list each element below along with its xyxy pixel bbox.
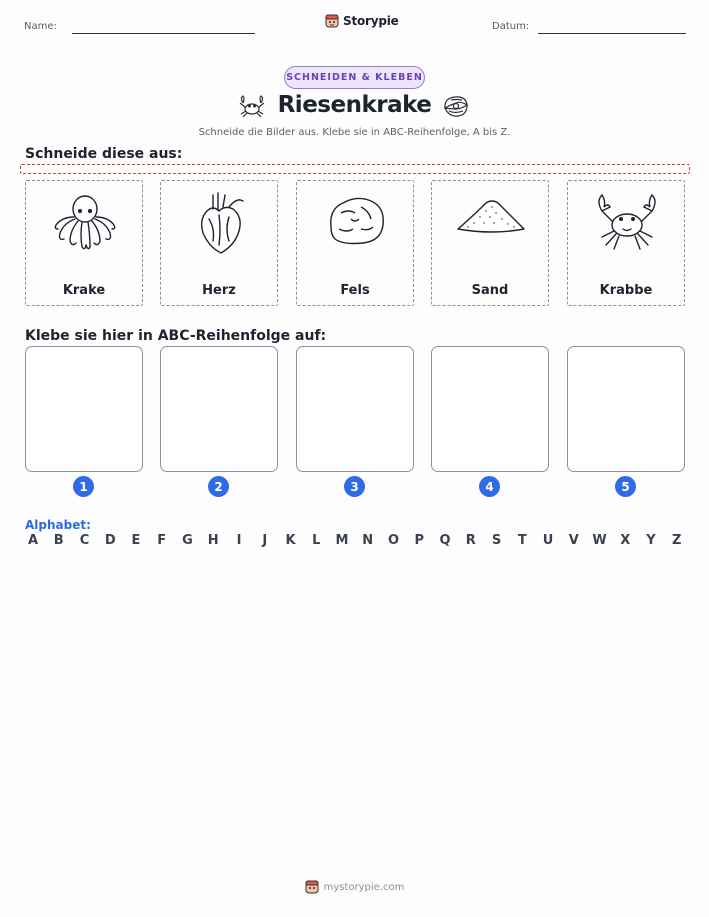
cutout-card-fels[interactable] [296,180,414,306]
heart-organ-icon [185,189,255,255]
position-number-3: 3 [344,476,365,497]
alphabet-letter: X [620,533,631,548]
alphabet-letter: T [517,533,527,548]
storypie-mascot-icon [305,880,319,894]
brand-name: Storypie [343,14,399,28]
alphabet-letter: A [27,533,39,548]
alphabet-letter: O [387,533,400,548]
date-label: Datum: [492,21,530,32]
alphabet-letter: G [182,533,193,548]
card-label: Sand [471,283,509,298]
alphabet-letter: Z [672,533,682,548]
alphabet-letter: I [236,533,242,548]
octopus-icon [50,189,120,255]
card-label: Krabbe [599,283,653,298]
card-label: Krake [62,283,106,298]
alphabet-letter: N [362,533,374,548]
paste-box-3[interactable] [296,346,414,472]
alphabet-letter: D [104,533,116,548]
cut-section-heading: Schneide diese aus: [25,146,183,162]
alphabet-letter: Q [439,533,451,548]
paste-box-1[interactable] [25,346,143,472]
activity-badge: SCHNEIDEN & KLEBEN [284,66,425,89]
paste-box-5[interactable] [567,346,685,472]
position-number-5: 5 [615,476,636,497]
oyster-decoration-icon [441,93,471,120]
alphabet-row [25,533,685,548]
instructions: Schneide die Bilder aus. Klebe sie in ABC-Reihenfolge, A bis Z. [198,127,511,138]
alphabet-letter: J [262,533,268,548]
cut-line [20,164,690,174]
alphabet-letter: L [312,533,321,548]
alphabet-letter: B [53,533,64,548]
page-title: Riesenkrake [277,92,432,118]
position-number-4: 4 [479,476,500,497]
crab-icon [592,189,662,255]
card-label: Fels [340,283,370,298]
footer-url[interactable]: mystorypie.com [323,881,405,893]
cutout-card-krake[interactable] [25,180,143,306]
paste-box-4[interactable] [431,346,549,472]
paste-section-heading: Klebe sie hier in ABC-Reihenfolge auf: [25,328,327,344]
alphabet-letter: W [592,533,607,548]
cutout-card-herz[interactable] [160,180,278,306]
cutout-card-sand[interactable] [431,180,549,306]
alphabet-letter: K [285,533,296,548]
alphabet-letter: F [157,533,167,548]
alphabet-letter: R [465,533,476,548]
alphabet-letter: S [491,533,502,548]
alphabet-letter: U [542,533,554,548]
date-line[interactable] [538,33,686,34]
alphabet-label: Alphabet: [25,518,91,532]
alphabet-letter: Y [646,533,656,548]
position-number-1: 1 [73,476,94,497]
footer [0,880,709,894]
alphabet-letter: V [568,533,579,548]
rock-icon [321,189,391,255]
alphabet-letter: P [414,533,425,548]
alphabet-letter: C [79,533,90,548]
storypie-mascot-icon [325,14,339,28]
name-line[interactable] [72,33,255,34]
position-number-2: 2 [208,476,229,497]
card-label: Herz [202,283,236,298]
name-label: Name: [24,21,57,32]
brand-logo [325,14,399,28]
cutout-card-krabbe[interactable] [567,180,685,306]
alphabet-letter: M [335,533,349,548]
paste-box-2[interactable] [160,346,278,472]
sand-pile-icon [456,189,526,255]
alphabet-letter: H [207,533,219,548]
alphabet-letter: E [131,533,141,548]
